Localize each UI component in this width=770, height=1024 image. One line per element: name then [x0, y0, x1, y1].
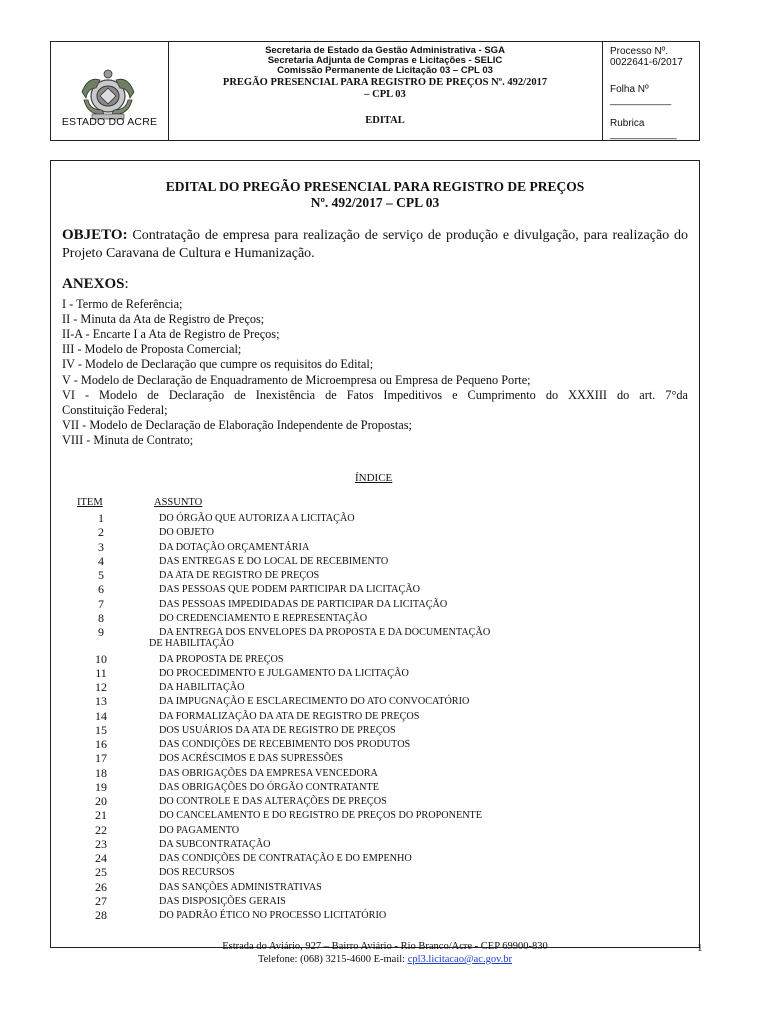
column-header-item: ITEM — [77, 497, 103, 508]
index-item-subject: DOS ACRÉSCIMOS E DAS SUPRESSÕES — [159, 753, 343, 765]
anexo-item: II-A - Encarte I a Ata de Registro de Preços; — [62, 327, 280, 342]
index-item-subject: DAS SANÇÕES ADMINISTRATIVAS — [159, 881, 322, 893]
index-item-subject: DA ENTREGA DOS ENVELOPES DA PROPOSTA E DA DOCUMENTAÇÃO — [159, 627, 491, 638]
state-label: ESTADO DO ACRE — [61, 116, 158, 128]
anexo-item: Constituição Federal; — [62, 402, 168, 417]
index-item-subject: DO PAGAMENTO — [159, 824, 240, 836]
index-item-subject: DA ATA DE REGISTRO DE PREÇOS — [159, 570, 320, 581]
objeto-text: Contratação de empresa para realização de serviço de produção e divulgação, para realização do Projeto Caravana de Cultura e Humanização. — [62, 228, 688, 261]
index-item-number: 13 — [95, 694, 107, 709]
index-item-subject: DOS USUÁRIOS DA ATA DE REGISTRO DE PREÇOS — [159, 724, 396, 736]
index-item-subject: DAS ENTREGAS E DO LOCAL DE RECEBIMENTO — [159, 555, 389, 567]
anexo-item: IV - Modelo de Declaração que cumpre os requisitos do Edital; — [62, 357, 374, 372]
index-item-subject: DAS PESSOAS IMPEDIDADAS DE PARTICIPAR DA LICITAÇÃO — [159, 598, 448, 610]
index-item-number: 20 — [95, 794, 107, 808]
anexo-item: I - Termo de Referência; — [62, 297, 183, 311]
anexo-item: VII - Modelo de Declaração de Elaboração Independente de Propostas; — [62, 417, 412, 432]
anexo-item: III - Modelo de Proposta Comercial; — [62, 342, 242, 357]
index-item-number: 5 — [98, 568, 104, 582]
header-line-adjunta: Secretaria Adjunta de Compras e Licitações - SELIC — [267, 55, 503, 66]
index-item-subject: DO PROCEDIMENTO E JULGAMENTO DA LICITAÇÃO — [159, 667, 409, 679]
index-item-number: 3 — [98, 539, 104, 554]
index-item-number: 4 — [98, 553, 104, 568]
header-line-edital: EDITAL — [365, 115, 405, 126]
index-item-number: 27 — [95, 893, 107, 908]
column-header-assunto: ASSUNTO — [154, 497, 203, 508]
index-item-number: 2 — [98, 525, 104, 540]
index-item-subject: DO ÓRGÃO QUE AUTORIZA A LICITAÇÃO — [159, 513, 355, 524]
index-item-number: 1 — [98, 511, 104, 525]
index-item-subject: DO CREDENCIAMENTO E REPRESENTAÇÃO — [159, 612, 368, 624]
index-item-subject: DA IMPUGNAÇÃO E ESCLARECIMENTO DO ATO CONVOCATÓRIO — [159, 696, 470, 708]
index-item-number: 23 — [95, 836, 107, 851]
header-center-cell — [168, 42, 603, 140]
index-item-number: 6 — [98, 582, 104, 597]
header-line-cpl: – CPL 03 — [364, 89, 406, 100]
folha-field: Folha Nº ___________ — [610, 84, 672, 106]
edital-body-box — [50, 160, 700, 948]
index-item-number: 24 — [95, 851, 107, 865]
header-logo-cell — [51, 42, 169, 140]
index-item-subject: DA HABILITAÇÃO — [159, 682, 245, 693]
index-item-number: 10 — [95, 651, 107, 666]
index-item-subject: DA DOTAÇÃO ORÇAMENTÁRIA — [159, 541, 310, 553]
index-item-number: 25 — [95, 865, 107, 880]
footer-phone: Telefone: (068) 3215-4600 E-mail: — [257, 954, 408, 965]
header-line-pregao: PREGÃO PRESENCIAL PARA REGISTRO DE PREÇOS Nº. 492/2017 — [222, 77, 548, 88]
rubrica-field: Rubrica ____________ — [610, 118, 677, 140]
anexo-item: V - Modelo de Declaração de Enquadramento de Microempresa ou Empresa de Pequeno Porte; — [62, 372, 531, 387]
index-item-number: 12 — [95, 680, 107, 694]
index-item-number: 11 — [95, 665, 107, 680]
index-item-subject: DAS PESSOAS QUE PODEM PARTICIPAR DA LICITAÇÃO — [159, 584, 421, 596]
index-item-number: 28 — [95, 908, 107, 922]
objeto-paragraph — [62, 227, 688, 262]
processo-number: Processo Nº. 0022641-6/2017 — [610, 46, 683, 68]
index-item-number: 8 — [98, 610, 104, 625]
footer-contact — [0, 954, 770, 965]
index-item-number: 17 — [95, 751, 107, 766]
index-item-subject: DA PROPOSTA DE PREÇOS — [159, 653, 284, 665]
index-item-number: 18 — [95, 765, 107, 780]
index-item-subject: DA FORMALIZAÇÃO DA ATA DE REGISTRO DE PREÇOS — [159, 710, 420, 722]
index-item-subject: DA SUBCONTRATAÇÃO — [159, 838, 271, 850]
index-item-subject: DAS OBRIGAÇÕES DO ÓRGÃO CONTRATANTE — [159, 781, 379, 793]
index-item-number: 14 — [95, 708, 107, 723]
anexo-item: VI - Modelo de Declaração de Inexistência de Fatos Impeditivos e Cumprimento do XXXIII do art. 7°da — [62, 387, 688, 402]
index-item-number: 26 — [95, 879, 107, 894]
header-line-comissao: Comissão Permanente de Licitação 03 – CPL 03 — [277, 65, 493, 76]
index-item-subject: DO CANCELAMENTO E DO REGISTRO DE PREÇOS DO PROPONENTE — [159, 810, 482, 822]
indice-heading: ÍNDICE — [355, 472, 393, 484]
index-item-subject: DO CONTROLE E DAS ALTERAÇÕES DE PREÇOS — [159, 796, 387, 807]
index-item-number: 9 — [98, 625, 104, 639]
index-item-number: 7 — [98, 596, 104, 611]
index-item-number: 19 — [95, 779, 107, 794]
index-item-number: 15 — [95, 722, 107, 737]
footer-address: Estrada do Aviário, 927 – Bairro Aviário - Rio Branco/Acre - CEP 69900-830 — [222, 941, 548, 952]
index-item-number: 16 — [95, 737, 107, 751]
anexo-item: II - Minuta da Ata de Registro de Preços; — [62, 312, 265, 327]
index-item-subject-continued: DE HABILITAÇÃO — [149, 638, 234, 649]
index-item-number: 22 — [95, 822, 107, 837]
index-item-subject: DAS DISPOSIÇÕES GERAIS — [159, 895, 286, 907]
index-item-subject: DAS OBRIGAÇÕES DA EMPRESA VENCEDORA — [159, 767, 378, 779]
document-header — [50, 41, 700, 141]
index-item-subject: DAS CONDIÇÕES DE CONTRATAÇÃO E DO EMPENHO — [159, 853, 412, 864]
index-item-subject: DO OBJETO — [159, 527, 214, 539]
index-item-subject: DAS CONDIÇÕES DE RECEBIMENTO DOS PRODUTOS — [159, 739, 411, 750]
objeto-label: OBJETO: — [62, 227, 128, 243]
header-right-cell — [602, 42, 699, 140]
page-number: 1 — [697, 942, 703, 954]
index-item-number: 21 — [95, 808, 107, 823]
edital-title-line2: Nº. 492/2017 – CPL 03 — [310, 195, 440, 210]
anexo-item: VIII - Minuta de Contrato; — [62, 432, 194, 447]
index-item-subject: DO PADRÃO ÉTICO NO PROCESSO LICITATÓRIO — [159, 910, 387, 921]
anexos-heading: ANEXOS: — [62, 276, 129, 292]
edital-title-line1: EDITAL DO PREGÃO PRESENCIAL PARA REGISTRO DE PREÇOS — [165, 179, 585, 194]
footer-email-link[interactable]: cpl3.licitacao@ac.gov.br — [407, 954, 513, 965]
index-item-subject: DOS RECURSOS — [159, 867, 235, 879]
header-line-secretaria: Secretaria de Estado da Gestão Administrativa - SGA — [265, 45, 505, 56]
